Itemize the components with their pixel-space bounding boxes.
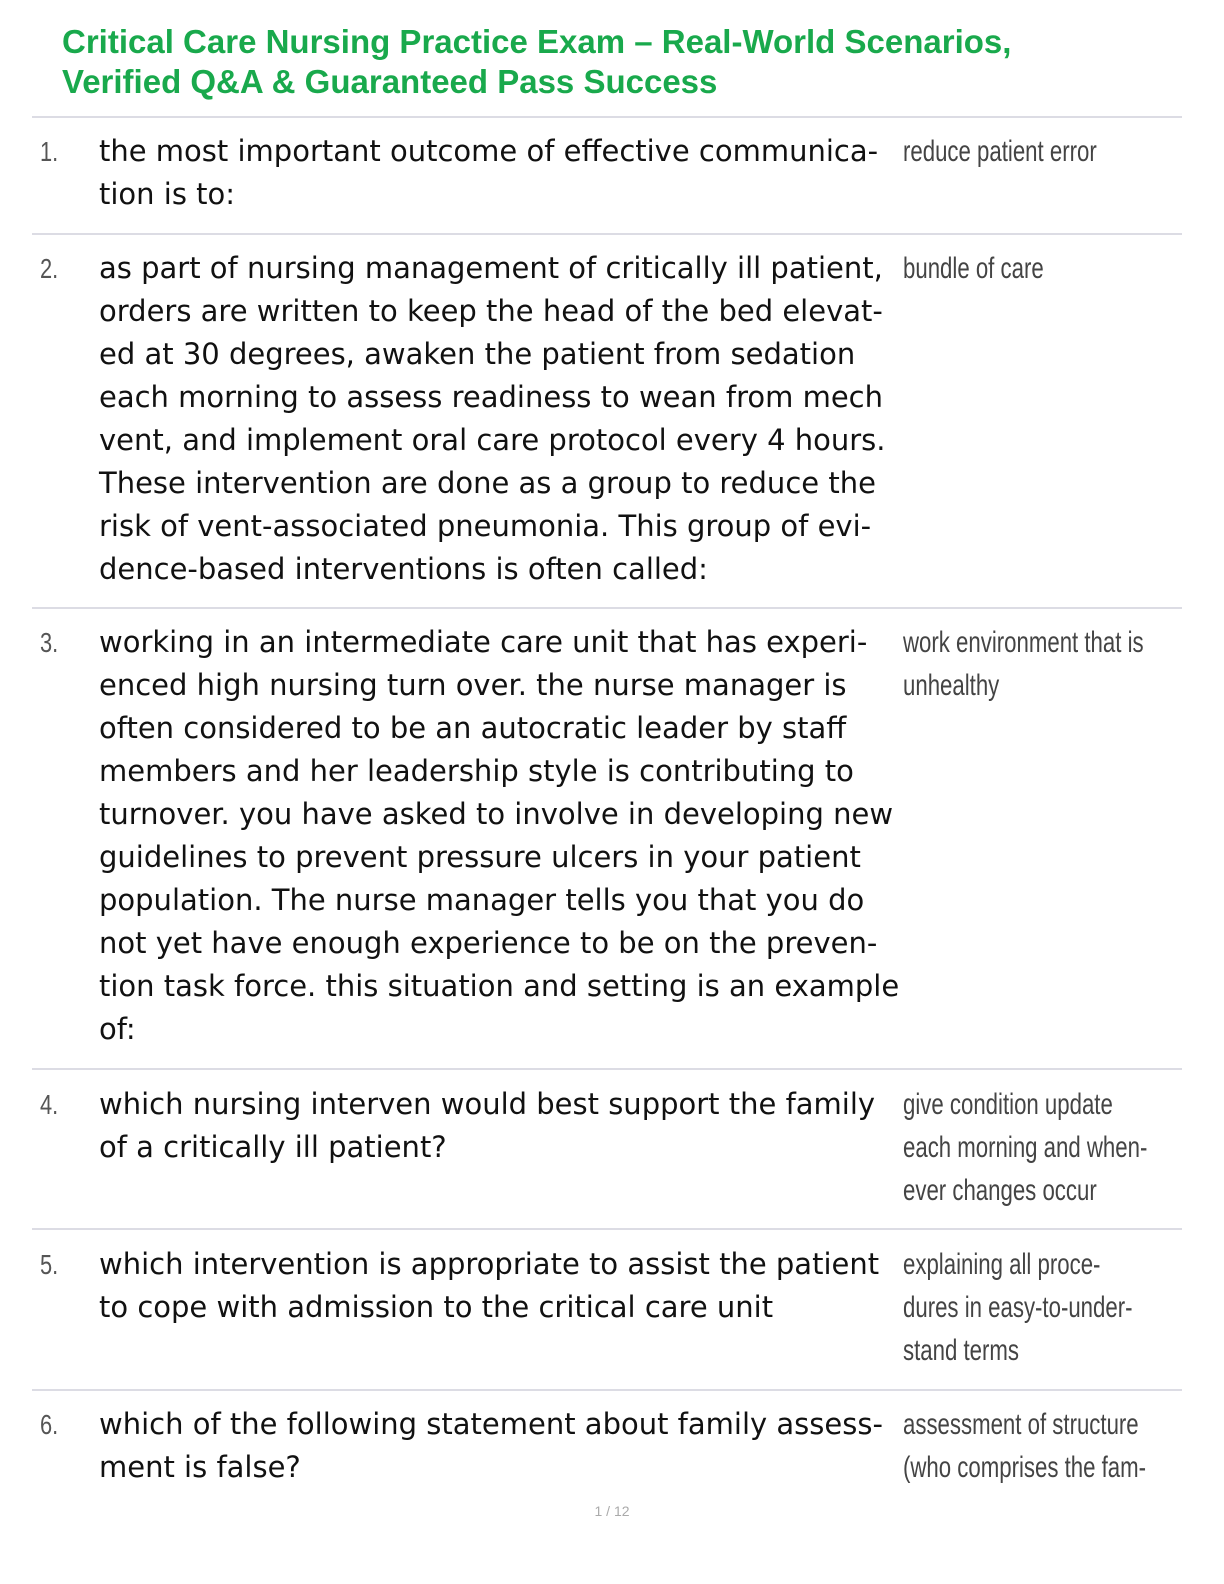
item-number: 4. xyxy=(40,1089,59,1120)
answer-line: explaining all proce- xyxy=(903,1248,1101,1281)
answer-line: each morning and when- xyxy=(903,1131,1148,1164)
divider xyxy=(32,1389,1182,1391)
answer-text xyxy=(903,1243,1203,1372)
question-line: orders are written to keep the head of the bed elevat- xyxy=(99,294,883,328)
answer-text xyxy=(903,1403,1203,1489)
question-line: dence-based interventions is often called: xyxy=(99,552,708,586)
question-line: members and her leadership style is contributing to xyxy=(99,754,854,788)
item-number: 5. xyxy=(40,1249,59,1280)
question-line: which intervention is appropriate to assist the patient xyxy=(99,1247,880,1281)
page-title xyxy=(62,22,1162,102)
question-line: vent, and implement oral care protocol every 4 hours. xyxy=(99,423,886,457)
answer-line: ever changes occur xyxy=(903,1174,1097,1207)
item-number: 1. xyxy=(40,136,59,167)
question-line: ed at 30 degrees, awaken the patient from sedation xyxy=(99,337,856,371)
answer-text xyxy=(903,247,1203,290)
question-line: of a critically ill patient? xyxy=(99,1130,447,1164)
title-line-1: Critical Care Nursing Practice Exam – Real-World Scenarios, xyxy=(62,23,1012,60)
title-line-2: Verified Q&A & Guaranteed Pass Success xyxy=(62,63,718,100)
question-line: risk of vent-associated pneumonia. This group of evi- xyxy=(99,509,872,543)
question-text xyxy=(99,247,899,591)
page-number: 1 / 12 xyxy=(594,1503,630,1519)
question-line: each morning to assess readiness to wean from mech xyxy=(99,380,884,414)
item-number: 2. xyxy=(40,253,59,284)
question-line: These intervention are done as a group to reduce the xyxy=(99,466,876,500)
question-line: often considered to be an autocratic leader by staff xyxy=(99,711,847,745)
divider xyxy=(32,1068,1182,1070)
divider xyxy=(32,1228,1182,1230)
question-text xyxy=(99,621,899,1051)
divider xyxy=(32,116,1182,118)
item-number: 6. xyxy=(40,1409,59,1440)
answer-text xyxy=(903,130,1203,173)
question-line: population. The nurse manager tells you that you do xyxy=(99,883,865,917)
question-line: tion task force. this situation and setting is an example xyxy=(99,969,900,1003)
question-line: turnover. you have asked to involve in developing new xyxy=(99,797,894,831)
question-line: ment is false? xyxy=(99,1450,301,1484)
question-line: to cope with admission to the critical care unit xyxy=(99,1290,774,1324)
question-text xyxy=(99,1403,899,1489)
answer-line: dures in easy-to-under- xyxy=(903,1291,1133,1324)
question-line: which of the following statement about family assess- xyxy=(99,1407,883,1441)
answer-line: stand terms xyxy=(903,1334,1019,1367)
question-line: as part of nursing management of critically ill patient, xyxy=(99,251,883,285)
question-text xyxy=(99,130,899,216)
answer-line: give condition update xyxy=(903,1088,1113,1121)
answer-line: work environment that is xyxy=(903,626,1144,659)
answer-line: unhealthy xyxy=(903,669,1000,702)
question-line: guidelines to prevent pressure ulcers in your patient xyxy=(99,840,861,874)
question-line: the most important outcome of effective communica- xyxy=(99,134,879,168)
divider xyxy=(32,233,1182,235)
answer-line: reduce patient error xyxy=(903,135,1097,168)
item-number: 3. xyxy=(40,627,59,658)
question-line: of: xyxy=(99,1012,136,1046)
answer-text xyxy=(903,621,1203,707)
answer-line: assessment of structure xyxy=(903,1408,1139,1441)
divider xyxy=(32,607,1182,609)
answer-line: bundle of care xyxy=(903,252,1044,285)
question-line: which nursing interven would best support the family xyxy=(99,1087,876,1121)
question-line: tion is to: xyxy=(99,177,236,211)
question-line: working in an intermediate care unit that has experi- xyxy=(99,625,868,659)
answer-text xyxy=(903,1083,1203,1212)
question-text xyxy=(99,1083,899,1169)
answer-line: (who comprises the fam- xyxy=(903,1451,1147,1484)
question-line: enced high nursing turn over. the nurse manager is xyxy=(99,668,847,702)
question-line: not yet have enough experience to be on the preven- xyxy=(99,926,878,960)
question-text xyxy=(99,1243,899,1329)
